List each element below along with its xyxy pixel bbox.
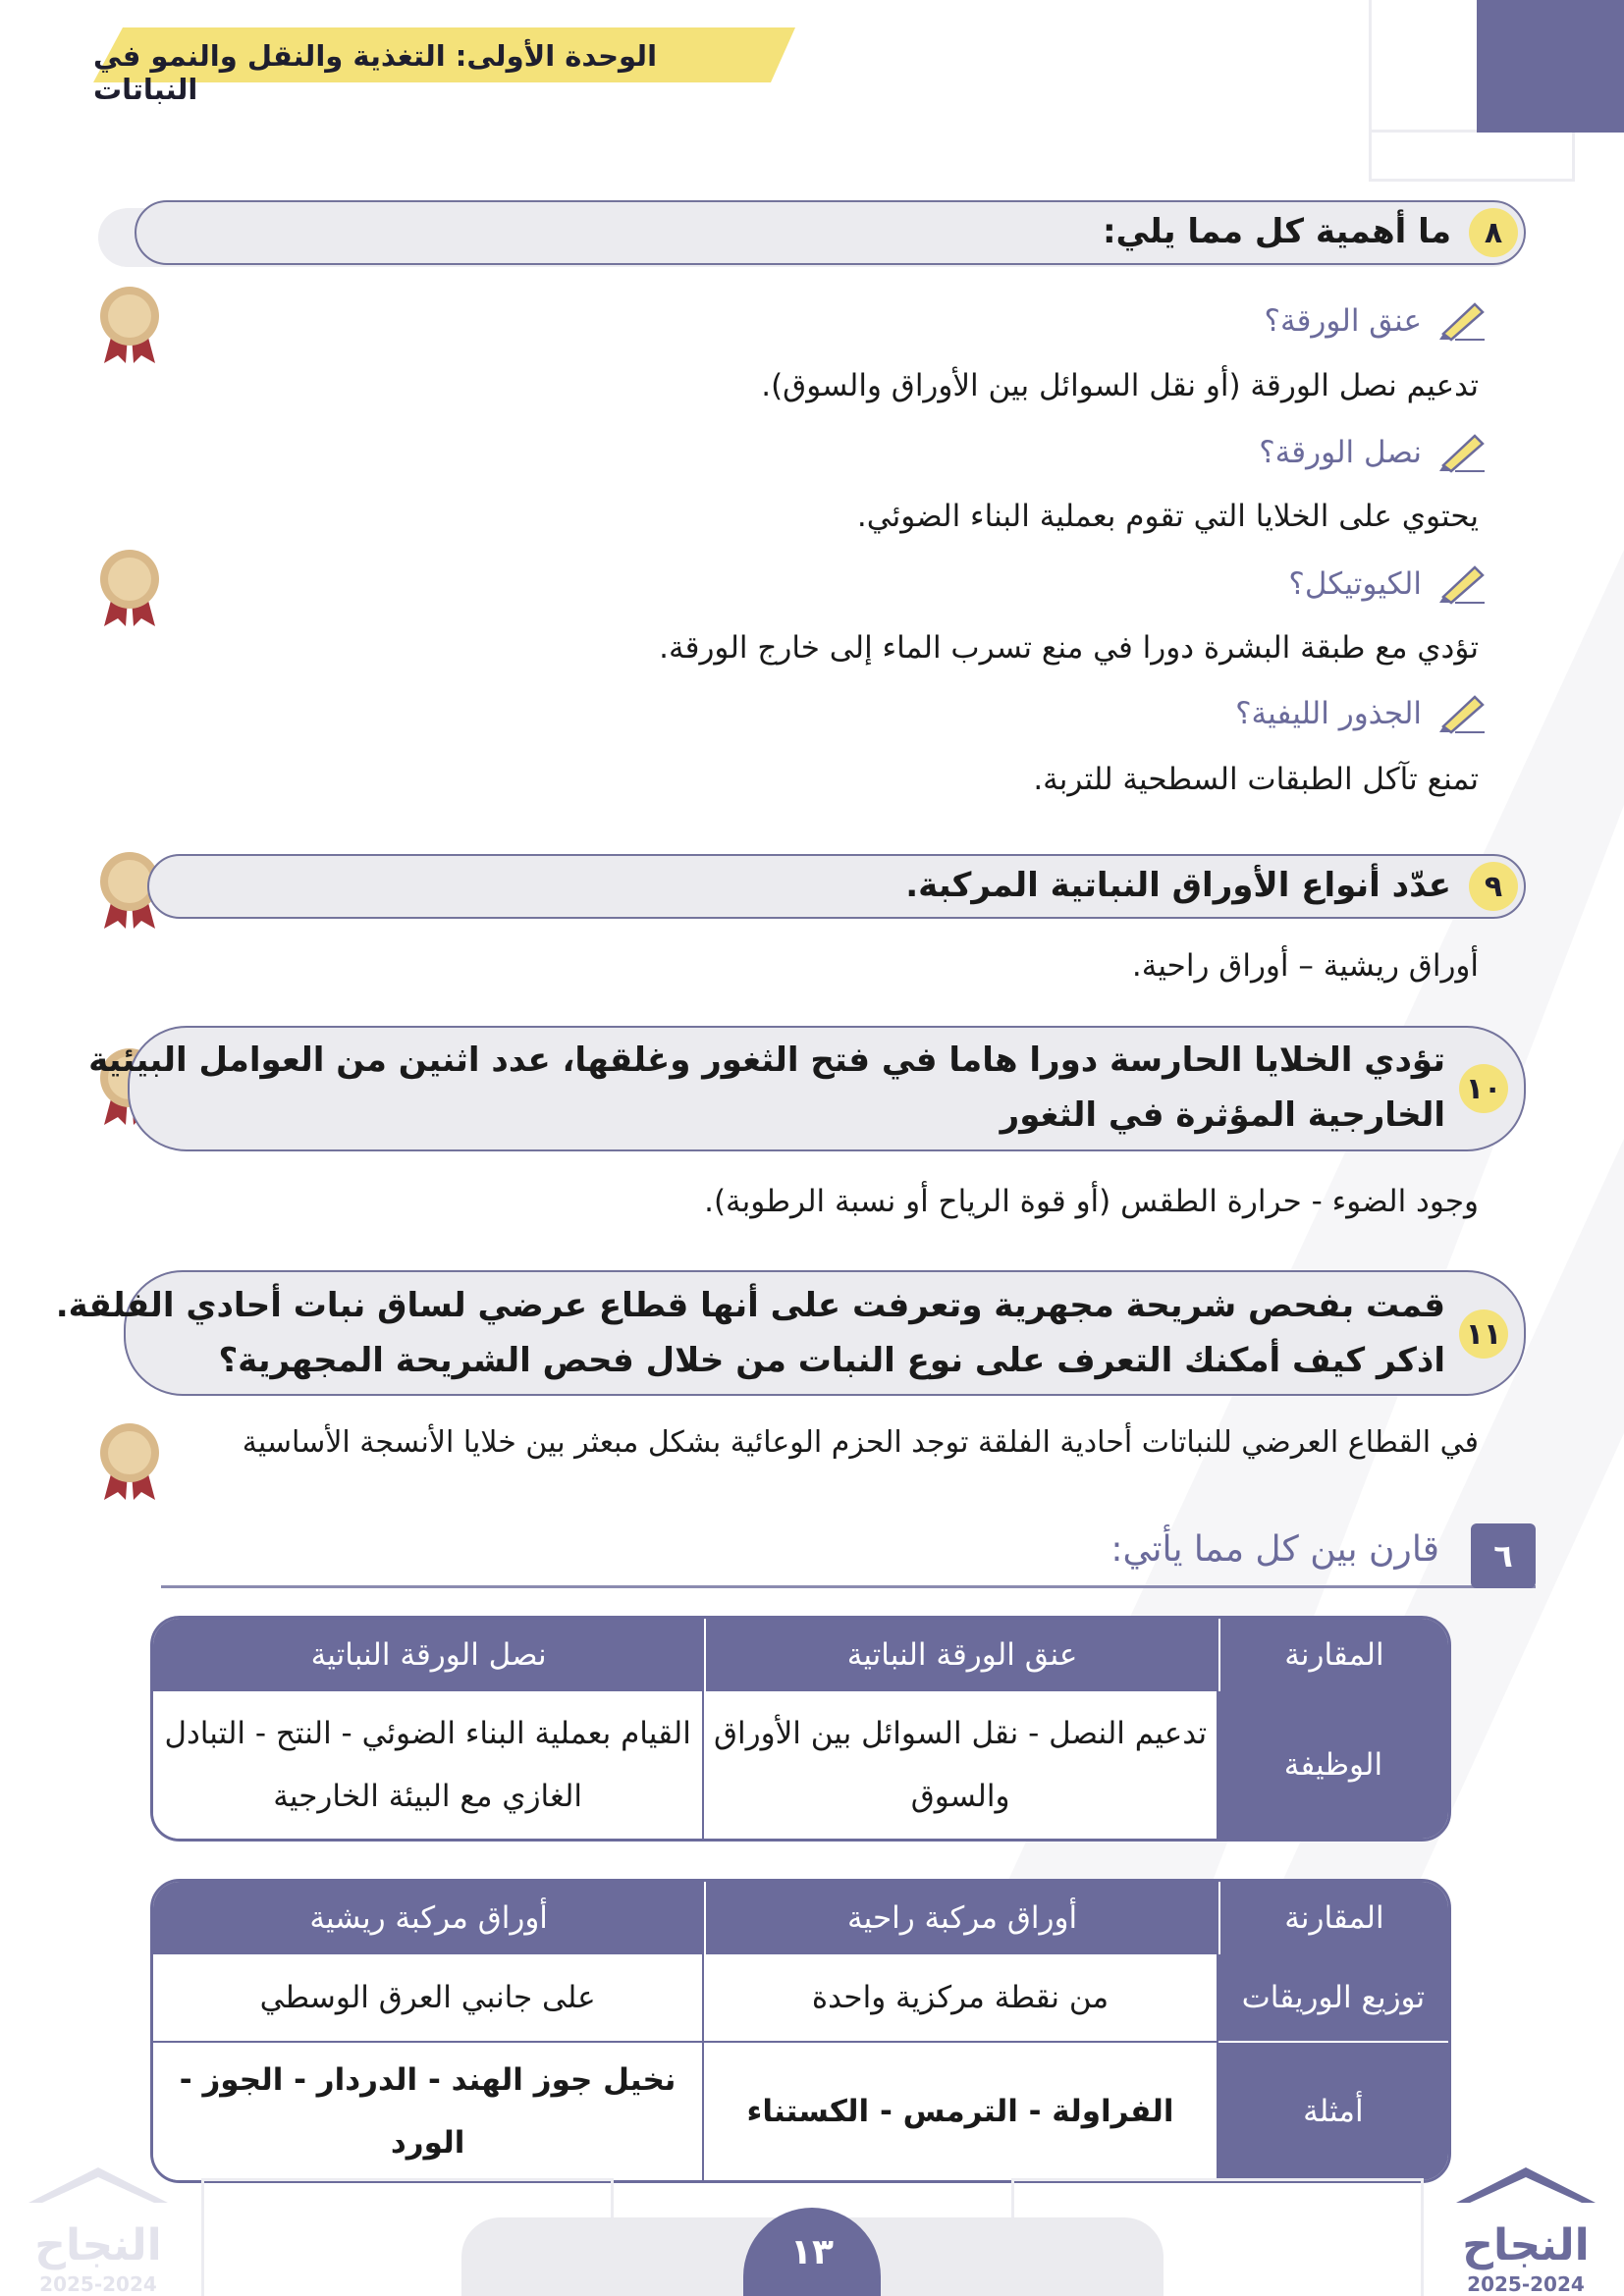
q8-item-2-label: نصل الورقة؟ xyxy=(1259,435,1422,470)
q8-item-1 xyxy=(1265,300,1488,342)
table1-header-blade: نصل الورقة النباتية xyxy=(153,1619,704,1691)
table-row xyxy=(153,1954,1448,2041)
q8-number: ٨ xyxy=(1469,208,1518,257)
q8-item-1-answer: تدعيم نصل الورقة (أو نقل السوائل بين الأوراق والسوق). xyxy=(761,368,1479,403)
logo-year: 2025-2024 xyxy=(1467,2272,1585,2296)
section-6-header xyxy=(161,1523,1536,1588)
q8-item-2 xyxy=(1259,432,1487,473)
q10-title-line2: الخارجية المؤثرة في الثغور xyxy=(1000,1095,1445,1135)
unit-banner xyxy=(93,27,795,106)
pencil-icon xyxy=(1435,432,1487,473)
section-number: ٦ xyxy=(1471,1523,1536,1588)
logo-left xyxy=(25,2163,172,2296)
table1-row-label: الوظيفة xyxy=(1218,1691,1448,1839)
q10-answer: وجود الضوء - حرارة الطقس (أو قوة الرياح أو نسبة الرطوبة). xyxy=(704,1184,1479,1219)
q11-title-line1: قمت بفحص شريحة مجهرية وتعرفت على أنها قطاع عرضي لساق نبات أحادي الفلقة. xyxy=(55,1286,1445,1325)
medal-icon xyxy=(98,548,161,628)
section-underline xyxy=(161,1585,1536,1588)
q8-item-3 xyxy=(1288,563,1487,605)
table1-header-petiole: عنق الورقة النباتية xyxy=(704,1619,1218,1691)
medal-icon xyxy=(98,1421,161,1502)
table2-header-pinnate: أوراق مركبة ريشية xyxy=(153,1882,704,1954)
q11-answer: في القطاع العرضي للنباتات أحادية الفلقة توجد الحزم الوعائية بشكل مبعثر بين خلايا الأنسجة الأساسية xyxy=(242,1425,1479,1460)
table1-cell-petiole: تدعيم النصل - نقل السوائل بين الأوراق والسوق xyxy=(704,1691,1218,1839)
table2-row2-pinnate: نخيل جوز الهند - الدردار - الجوز - الورد xyxy=(153,2041,704,2180)
q8-item-3-answer: تؤدي مع طبقة البشرة دورا في منع تسرب الماء إلى خارج الورقة. xyxy=(659,630,1479,666)
q8-item-1-label: عنق الورقة؟ xyxy=(1264,303,1422,339)
q9-number: ٩ xyxy=(1469,862,1518,911)
table2-row1-label: توزيع الوريقات xyxy=(1218,1954,1448,2041)
pencil-icon xyxy=(1435,300,1487,342)
medal-icon xyxy=(98,285,161,365)
table2-row2-palmate: الفراولة - الترمس - الكستناء xyxy=(704,2041,1218,2180)
logo-text: النجاح xyxy=(1462,2220,1590,2270)
table2-row1-pinnate: على جانبي العرق الوسطي xyxy=(153,1954,704,2041)
table-row xyxy=(153,1691,1448,1839)
q9-answer: أوراق ريشية – أوراق راحية. xyxy=(1131,948,1479,984)
logo-year: 2025-2024 xyxy=(39,2272,157,2296)
q11-number: ١١ xyxy=(1459,1309,1508,1359)
comparison-table-1 xyxy=(150,1616,1451,1842)
table1-header-comparison: المقارنة xyxy=(1218,1619,1448,1691)
table2-row1-palmate: من نقطة مركزية واحدة xyxy=(704,1954,1218,2041)
corner-block xyxy=(1477,0,1624,133)
table2-row2-label: أمثلة xyxy=(1218,2041,1448,2180)
logo-text: النجاح xyxy=(34,2220,162,2270)
q11-title-line2: اذكر كيف أمكنك التعرف على نوع النبات من خلال فحص الشريحة المجهرية؟ xyxy=(218,1341,1445,1380)
comparison-table-2 xyxy=(150,1879,1451,2183)
q8-item-4-label: الجذور الليفية؟ xyxy=(1235,696,1422,731)
q10-number: ١٠ xyxy=(1459,1064,1508,1113)
table1-cell-blade: القيام بعملية البناء الضوئي - النتح - التبادل الغازي مع البيئة الخارجية xyxy=(153,1691,704,1839)
page-number: ١٣ xyxy=(743,2208,881,2296)
unit-title: الوحدة الأولى: التغذية والنقل والنمو في النباتات xyxy=(93,39,658,106)
section-title: قارن بين كل مما يأتي: xyxy=(1110,1529,1439,1570)
q8-item-4-answer: تمنع تآكل الطبقات السطحية للتربة. xyxy=(1033,762,1479,797)
table-row xyxy=(153,2041,1448,2180)
q8-item-3-label: الكيوتيكل؟ xyxy=(1288,566,1422,602)
logo-mark-icon xyxy=(1452,2163,1599,2271)
q8-item-2-answer: يحتوي على الخلايا التي تقوم بعملية البناء الضوئي. xyxy=(856,499,1479,534)
table2-header-comparison: المقارنة xyxy=(1218,1882,1448,1954)
pencil-icon xyxy=(1435,693,1487,734)
logo-mark-icon xyxy=(25,2163,172,2271)
q8-title: ما أهمية كل مما يلي: xyxy=(1102,212,1451,251)
q10-title-line1: تؤدي الخلايا الحارسة دورا هاما في فتح الثغور وغلقها، عدد اثنين من العوامل البيئية xyxy=(88,1041,1445,1080)
logo-right xyxy=(1452,2163,1599,2296)
pencil-icon xyxy=(1435,563,1487,605)
table2-header-palmate: أوراق مركبة راحية xyxy=(704,1882,1218,1954)
q9-title: عدّد أنواع الأوراق النباتية المركبة. xyxy=(905,866,1451,905)
q8-item-4 xyxy=(1235,693,1487,734)
